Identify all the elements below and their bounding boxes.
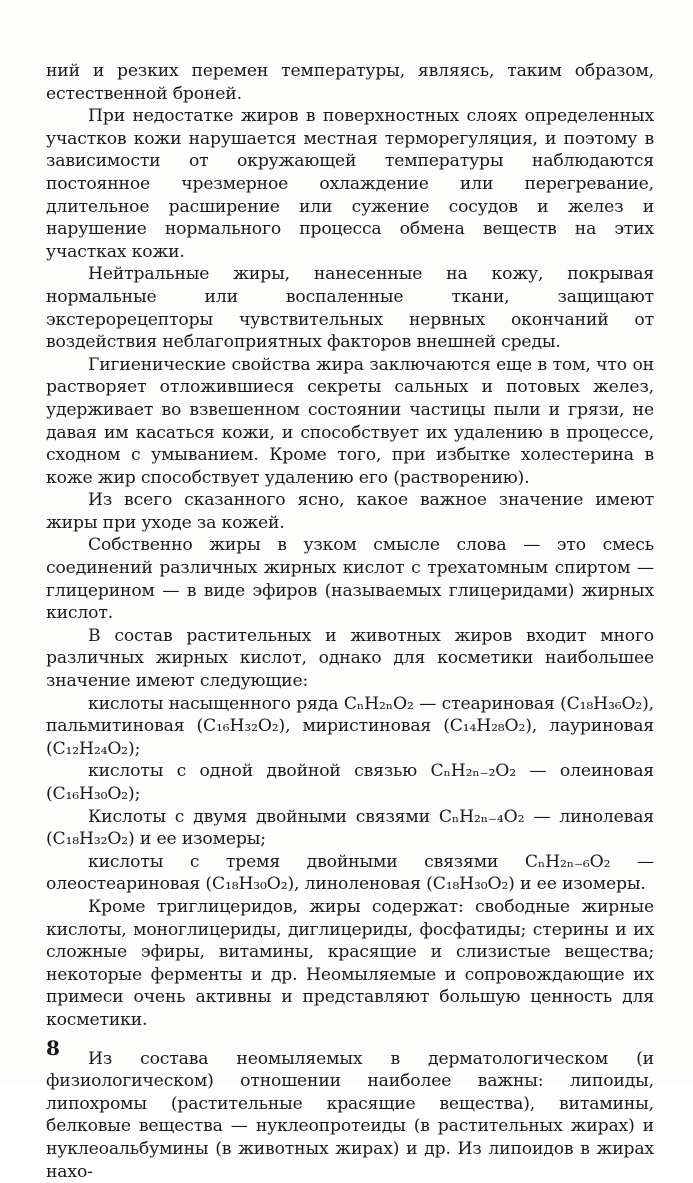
paragraph-continuation: ний и резких перемен температуры, являясь, таким образом, естественной броней. (46, 61, 654, 104)
paragraph-hygienic-properties: Гигиенические свойства жира заключаются еще в том, что он растворяет отложившиеся секреты сальных и потовых желез, удерживает во взвешенном состоянии частицы пыли и грязи, не давая им касаться кожи, и способствует их удалению в процессе, сходном с умыванием. Кроме того, при избытке холестерина в коже жир способствует удалению его (растворению). (46, 354, 654, 488)
paragraph-saturated-acids: кислоты насыщенного ряда CₙH₂ₙO₂ — стеариновая (C₁₈H₃₆O₂), пальмитиновая (C₁₆H₃₂O₂), миристиновая (C₁₄H₂₈O₂), лауриновая (C₁₂H₂₄O₂); (46, 693, 654, 759)
paragraph-neutral-fats: Нейтральные жиры, нанесенные на кожу, покрывая нормальные или воспаленные ткани, защищают экстерорецепторы чувствительных нервных окончаний от воздействия неблагоприятных факторов внешней среды. (46, 264, 654, 353)
paragraph-fats-definition: Собственно жиры в узком смысле слова — это смесь соединений различных жирных кислот с трехатомным спиртом — глицерином — в виде эфиров (называемых глицеридами) жирных кислот. (46, 535, 654, 624)
paragraph-unsaponifiable: Из состава неомыляемых в дерматологическом (и физиологическом) отношении наиболее важны: липоиды, липохромы (растительные красящие вещества), витамины, белковые вещества — нуклеопротеиды (в растительных жирах) и нуклеоальбумины (в животных жирах) и др. Из липоидов в жирах нахо- (46, 1048, 654, 1182)
paragraph-three-double-bonds: кислоты с тремя двойными связями CₙH₂ₙ₋₆O₂ — олеостеариновая (C₁₈H₃₀O₂), линоленовая (C₁₈H₃₀O₂) и ее изомеры. (46, 851, 654, 895)
body-text (46, 60, 654, 1183)
paragraph-triglycerides: Кроме триглицеридов, жиры содержат: свободные жирные кислоты, моноглицериды, диглицериды, фосфатиды; стерины и их сложные эфиры, витамины, красящие и слизистые вещества; некоторые ферменты и др. Неомыляемые и сопровождающие их примеси очень активны и представляют большую ценность для косметики. (46, 896, 654, 1030)
paragraph-fatty-acids-intro: В состав растительных и животных жиров входит много различных жирных кислот, однако для косметики наибольшее значение имеют следующие: (46, 625, 654, 692)
paragraph-importance: Из всего сказанного ясно, какое важное значение имеют жиры при уходе за кожей. (46, 490, 654, 533)
paragraph-thermoregulation: При недостатке жиров в поверхностных слоях определенных участков кожи нарушается местная терморегуляция, и поэтому в зависимости от окружающей температуры наблюдаются постоянное чрезмерное охлаждение или перегревание, длительное расширение или сужение сосудов и желез и нарушение нормального процесса обмена веществ на этих участках кожи. (46, 106, 654, 262)
paragraph-one-double-bond: кислоты с одной двойной связью CₙH₂ₙ₋₂O₂ — олеиновая (C₁₆H₃₀O₂); (46, 761, 654, 804)
paragraph-two-double-bonds: Кислоты с двумя двойными связями CₙH₂ₙ₋₄O₂ — линолевая (C₁₈H₃₂O₂) и ее изомеры; (46, 806, 654, 850)
page-number: 8 (46, 1036, 60, 1060)
